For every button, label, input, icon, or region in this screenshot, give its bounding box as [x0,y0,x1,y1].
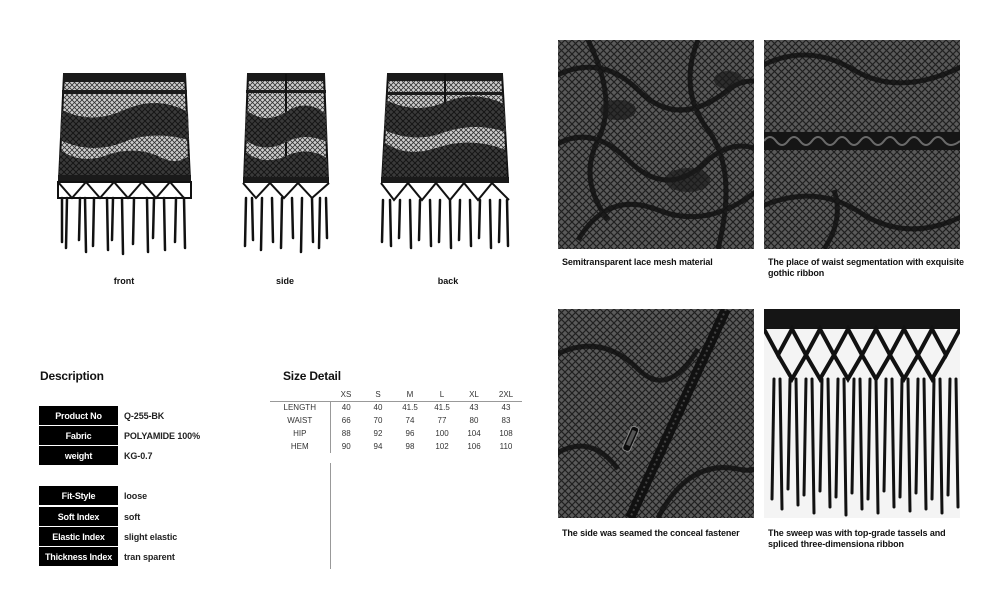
spec-value: Q-255-BK [124,410,165,421]
spec-row-weight [39,446,152,465]
view-label-side: side [275,276,294,286]
attr-key: Elastic Index [39,527,118,546]
spec-row-fabric [39,426,200,445]
description-title: Description [40,369,104,383]
attr-key: Soft Index [39,507,118,526]
table-cell: 70 [373,416,383,425]
attr-value: tran sparent [124,551,175,562]
size-header: XL [458,388,490,401]
size-table [270,388,522,453]
size-header: S [362,388,394,401]
spec-key: Product No [39,406,118,425]
table-cell: 98 [405,442,415,451]
table-cell: 80 [469,416,479,425]
skirt-side-image [240,70,332,256]
table-cell: 40 [341,403,351,413]
table-cell: 77 [437,416,447,425]
table-cell: 106 [467,442,481,451]
attr-row-elastic-index [39,527,177,546]
attr-row-fit-style [39,486,147,505]
table-cell: 96 [405,429,415,438]
table-cell: 108 [499,429,513,438]
detail-photo-waist-ribbon [764,40,960,249]
skirt-back-image [376,70,514,256]
spec-value: KG-0.7 [124,450,153,461]
table-cell: 90 [341,442,351,451]
size-header: M [394,388,426,401]
table-cell: 74 [405,416,415,425]
attr-key: Thickness Index [39,547,118,566]
detail-photo-fastener [558,309,754,518]
attr-row-thickness-index [39,547,175,566]
table-cell: 88 [341,429,351,438]
table-cell: 102 [435,442,449,451]
table-cell: 94 [373,442,383,451]
size-header-row [270,388,522,401]
attr-value: soft [124,511,141,522]
table-cell: 100 [435,429,449,438]
table-row [270,401,522,414]
measure-name: HIP [270,427,330,440]
table-cell: 83 [501,416,511,425]
table-row [270,414,522,427]
spec-value: POLYAMIDE 100% [124,430,200,441]
size-detail-title: Size Detail [283,369,341,383]
table-cell: 110 [499,442,513,451]
spec-row-product-no [39,406,164,425]
detail-photo-lace [558,40,754,249]
table-divider [330,463,331,569]
attr-row-soft-index [39,507,140,526]
table-cell: 104 [467,429,481,438]
measure-name: LENGTH [270,401,330,414]
spec-key: weight [39,446,118,465]
spec-key: Fabric [39,426,118,445]
skirt-front-image [52,70,197,256]
size-header: 2XL [490,388,522,401]
measure-name: WAIST [270,414,330,427]
attr-value: loose [124,490,148,501]
size-corner [270,388,330,401]
caption-fastener: The side was seamed the conceal fastener [562,528,740,538]
table-cell: 43 [501,403,511,413]
measure-name: HEM [270,440,330,453]
view-label-back: back [437,276,459,286]
caption-lace: Semitransparent lace mesh material [562,257,713,267]
size-header: XS [330,388,362,401]
table-cell: 41.5 [402,403,418,413]
attr-value: slight elastic [124,531,178,542]
table-cell: 40 [373,403,383,413]
table-row [270,427,522,440]
caption-waist-ribbon: The place of waist segmentation with exquisite gothic ribbon [768,257,964,278]
view-label-front: front [113,276,135,286]
caption-tassels: The sweep was with top-grade tassels and spliced three-dimensiona ribbon [768,528,946,549]
size-header: L [426,388,458,401]
detail-photo-tassels [764,309,960,518]
table-cell: 66 [341,416,351,425]
table-cell: 92 [373,429,383,438]
attr-key: Fit-Style [39,486,118,505]
table-row [270,440,522,453]
table-cell: 41.5 [434,403,450,413]
table-cell: 43 [469,403,479,413]
